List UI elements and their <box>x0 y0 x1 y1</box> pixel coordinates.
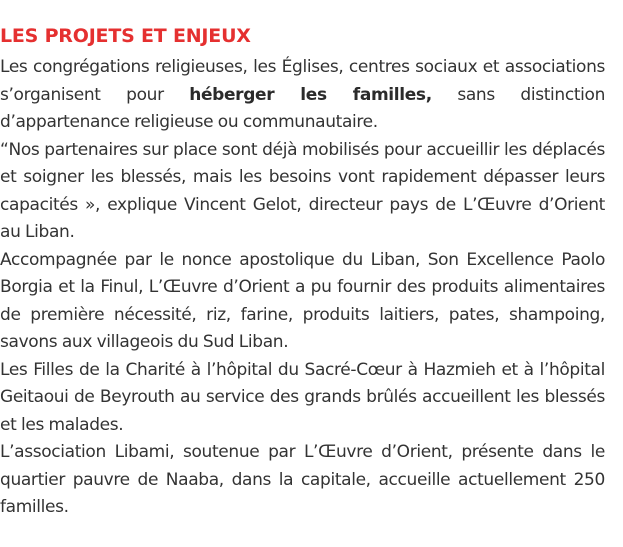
section-heading: LES PROJETS ET ENJEUX <box>0 25 251 47</box>
paragraph-congregations-end: sans distinction d’appartenance religieuse ou communautaire. <box>0 84 605 132</box>
paragraph-congregations-start: Les congrégations religieuses, les Églises, centres sociaux et associations s’organisent pour <box>0 57 605 105</box>
paragraph-quote-vincent-gelot: “Nos partenaires sur place sont déjà mobilisés pour accueillir les déplacés et soigner les blessés, mais les besoins vont rapidement dépasser leurs capacités », explique Vincent Gelot, directeur pays de L’Œuvre d’Orient au Liban. <box>0 139 605 242</box>
paragraph-congregations <box>0 54 605 137</box>
emphasis-host-families: héberger les familles, <box>189 84 432 105</box>
paragraph-nonce-finul: Accompagnée par le nonce apostolique du Liban, Son Excellence Paolo Borgia et la Finul, L’Œuvre d’Orient a pu fournir des produits alimentaires de première nécessité, riz, farine, produits laitiers, pates, shampoing, savons aux villageois du Sud Liban. <box>0 249 605 352</box>
paragraph-filles-charite: Les Filles de la Charité à l’hôpital du Sacré-Cœur à Hazmieh et à l’hôpital Geitaoui de Beyrouth au service des grands brûlés accueillent les blessés et les malades. <box>0 359 605 435</box>
article <box>0 22 605 522</box>
paragraph-libami: L’association Libami, soutenue par L’Œuvre d’Orient, présente dans le quartier pauvre de Naaba, dans la capitale, accueille actuellement 250 familles. <box>0 442 605 517</box>
